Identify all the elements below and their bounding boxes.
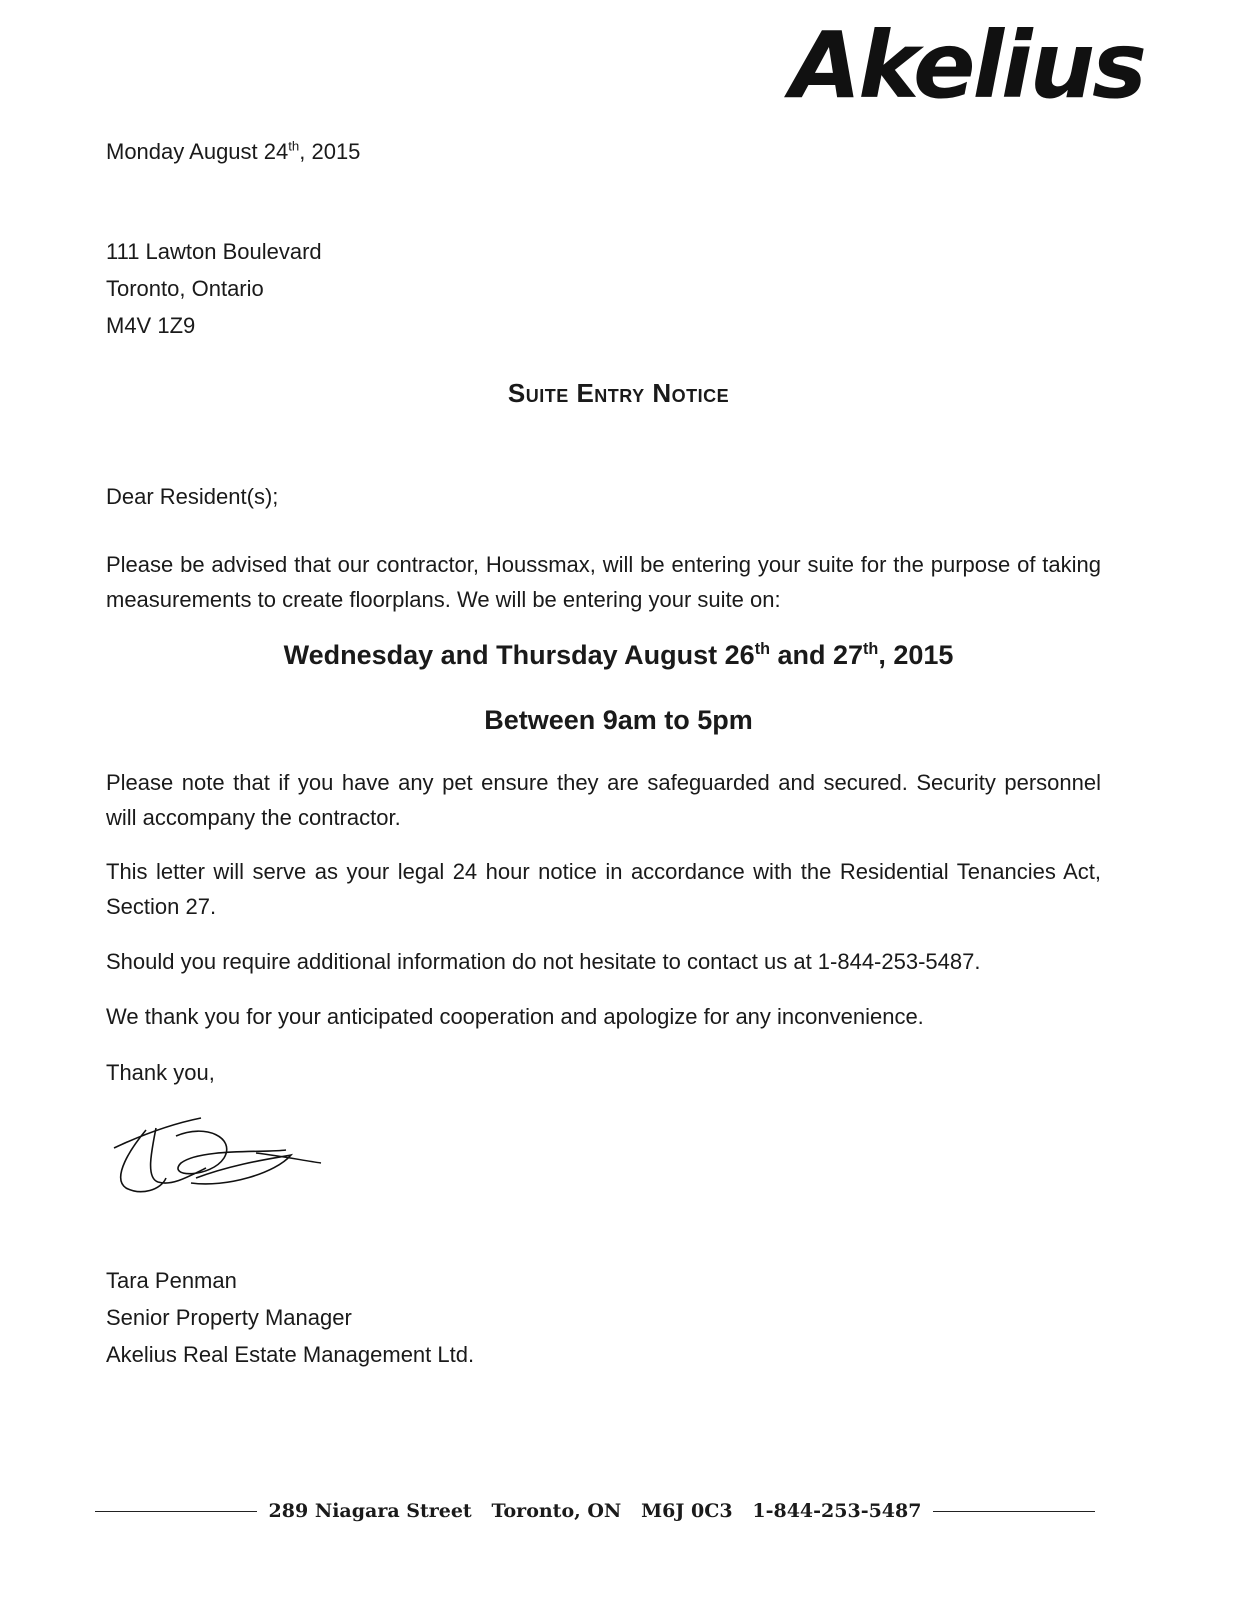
address-line-1: 111 Lawton Boulevard <box>106 239 322 264</box>
company-logo: Akelius <box>790 12 1144 119</box>
entry-date: Wednesday and Thursday August 26th and 27th, 2015 <box>283 640 954 670</box>
paragraph-intro: Please be advised that our contractor, Houssmax, will be entering your suite for the purpose of taking measurements to create floorplans. We will be entering your suite on: <box>106 552 1101 612</box>
address-line-3: M4V 1Z9 <box>106 313 196 338</box>
paragraph-thanks: We thank you for your anticipated cooperation and apologize for any inconvenience. <box>106 1004 924 1029</box>
letter-date: Monday August 24th, 2015 <box>106 138 361 164</box>
address-line-2: Toronto, Ontario <box>106 276 264 301</box>
signatory-company: Akelius Real Estate Management Ltd. <box>106 1342 475 1367</box>
closing: Thank you, <box>106 1060 215 1085</box>
footer-rule-right <box>933 1511 1095 1512</box>
footer <box>95 1500 1095 1522</box>
recipient-address <box>106 233 322 344</box>
signature-image <box>106 1108 336 1208</box>
footer-address: 289 Niagara Street Toronto, ON M6J 0C3 1-844-253-5487 <box>268 1500 922 1522</box>
paragraph-pets: Please note that if you have any pet ensure they are safeguarded and secured. Security personnel will accompany the contractor. <box>106 770 1101 830</box>
paragraph-legal-notice: This letter will serve as your legal 24 hour notice in accordance with the Residential Tenancies Act, Section 27. <box>106 859 1101 919</box>
signatory-title: Senior Property Manager <box>106 1305 352 1330</box>
signatory-name: Tara Penman <box>106 1268 237 1293</box>
salutation: Dear Resident(s); <box>106 484 279 509</box>
footer-rule-left <box>95 1511 257 1512</box>
signatory-block <box>106 1262 474 1373</box>
notice-title: Suite Entry Notice <box>507 378 730 408</box>
entry-time: Between 9am to 5pm <box>484 705 753 735</box>
paragraph-contact: Should you require additional information do not hesitate to contact us at 1-844-253-5487. <box>106 949 981 974</box>
